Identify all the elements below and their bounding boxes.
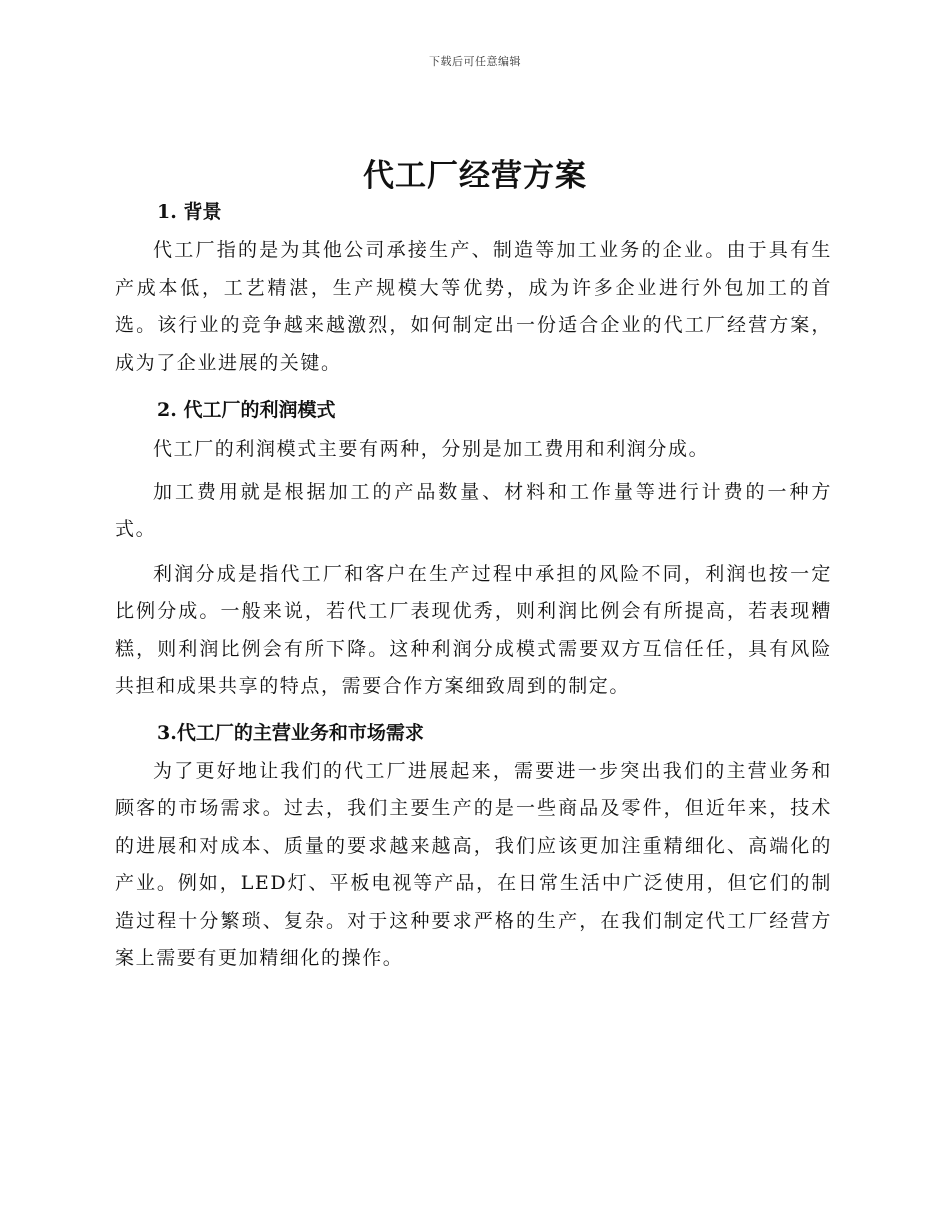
section-heading: 1. 背景 — [157, 201, 222, 223]
section-heading: 3.代工厂的主营业务和市场需求 — [157, 721, 424, 744]
section-main-business — [115, 719, 832, 978]
document-body — [115, 198, 832, 978]
section-background — [115, 198, 832, 382]
section-heading: 2. 代工厂的利润模式 — [157, 399, 336, 421]
page-header-note: 下载后可任意编辑 — [429, 55, 521, 68]
paragraph: 加工费用就是根据加工的产品数量、材料和工作量等进行计费的一种方式。 — [115, 480, 832, 540]
paragraph: 代工厂指的是为其他公司承接生产、制造等加工业务的企业。由于具有生产成本低，工艺精湛，生产规模大等优势，成为许多企业进行外包加工的首选。该行业的竞争越来越激烈，如何制定出一份适合企业的代工厂经营方案，成为了企业进展的关键。 — [115, 239, 832, 374]
paragraph: 利润分成是指代工厂和客户在生产过程中承担的风险不同，利润也按一定比例分成。一般来说，若代工厂表现优秀，则利润比例会有所提高，若表现糟糕，则利润比例会有所下降。这种利润分成模式需要双方互信任任，具有风险共担和成果共享的特点，需要合作方案细致周到的制定。 — [115, 562, 832, 697]
document-title: 代工厂经营方案 — [363, 158, 587, 194]
paragraph: 代工厂的利润模式主要有两种，分别是加工费用和利润分成。 — [153, 438, 710, 460]
paragraph: 为了更好地让我们的代工厂进展起来，需要进一步突出我们的主营业务和顾客的市场需求。过去，我们主要生产的是一些商品及零件，但近年来，技术的进展和对成本、质量的要求越来越高，我们应该更加注重精细化、高端化的产业。例如，LED灯、平板电视等产品，在日常生活中广泛使用，但它们的制造过程十分繁琐、复杂。对于这种要求严格的生产，在我们制定代工厂经营方案上需要有更加精细化的操作。 — [115, 759, 832, 969]
section-profit-model — [115, 396, 832, 706]
